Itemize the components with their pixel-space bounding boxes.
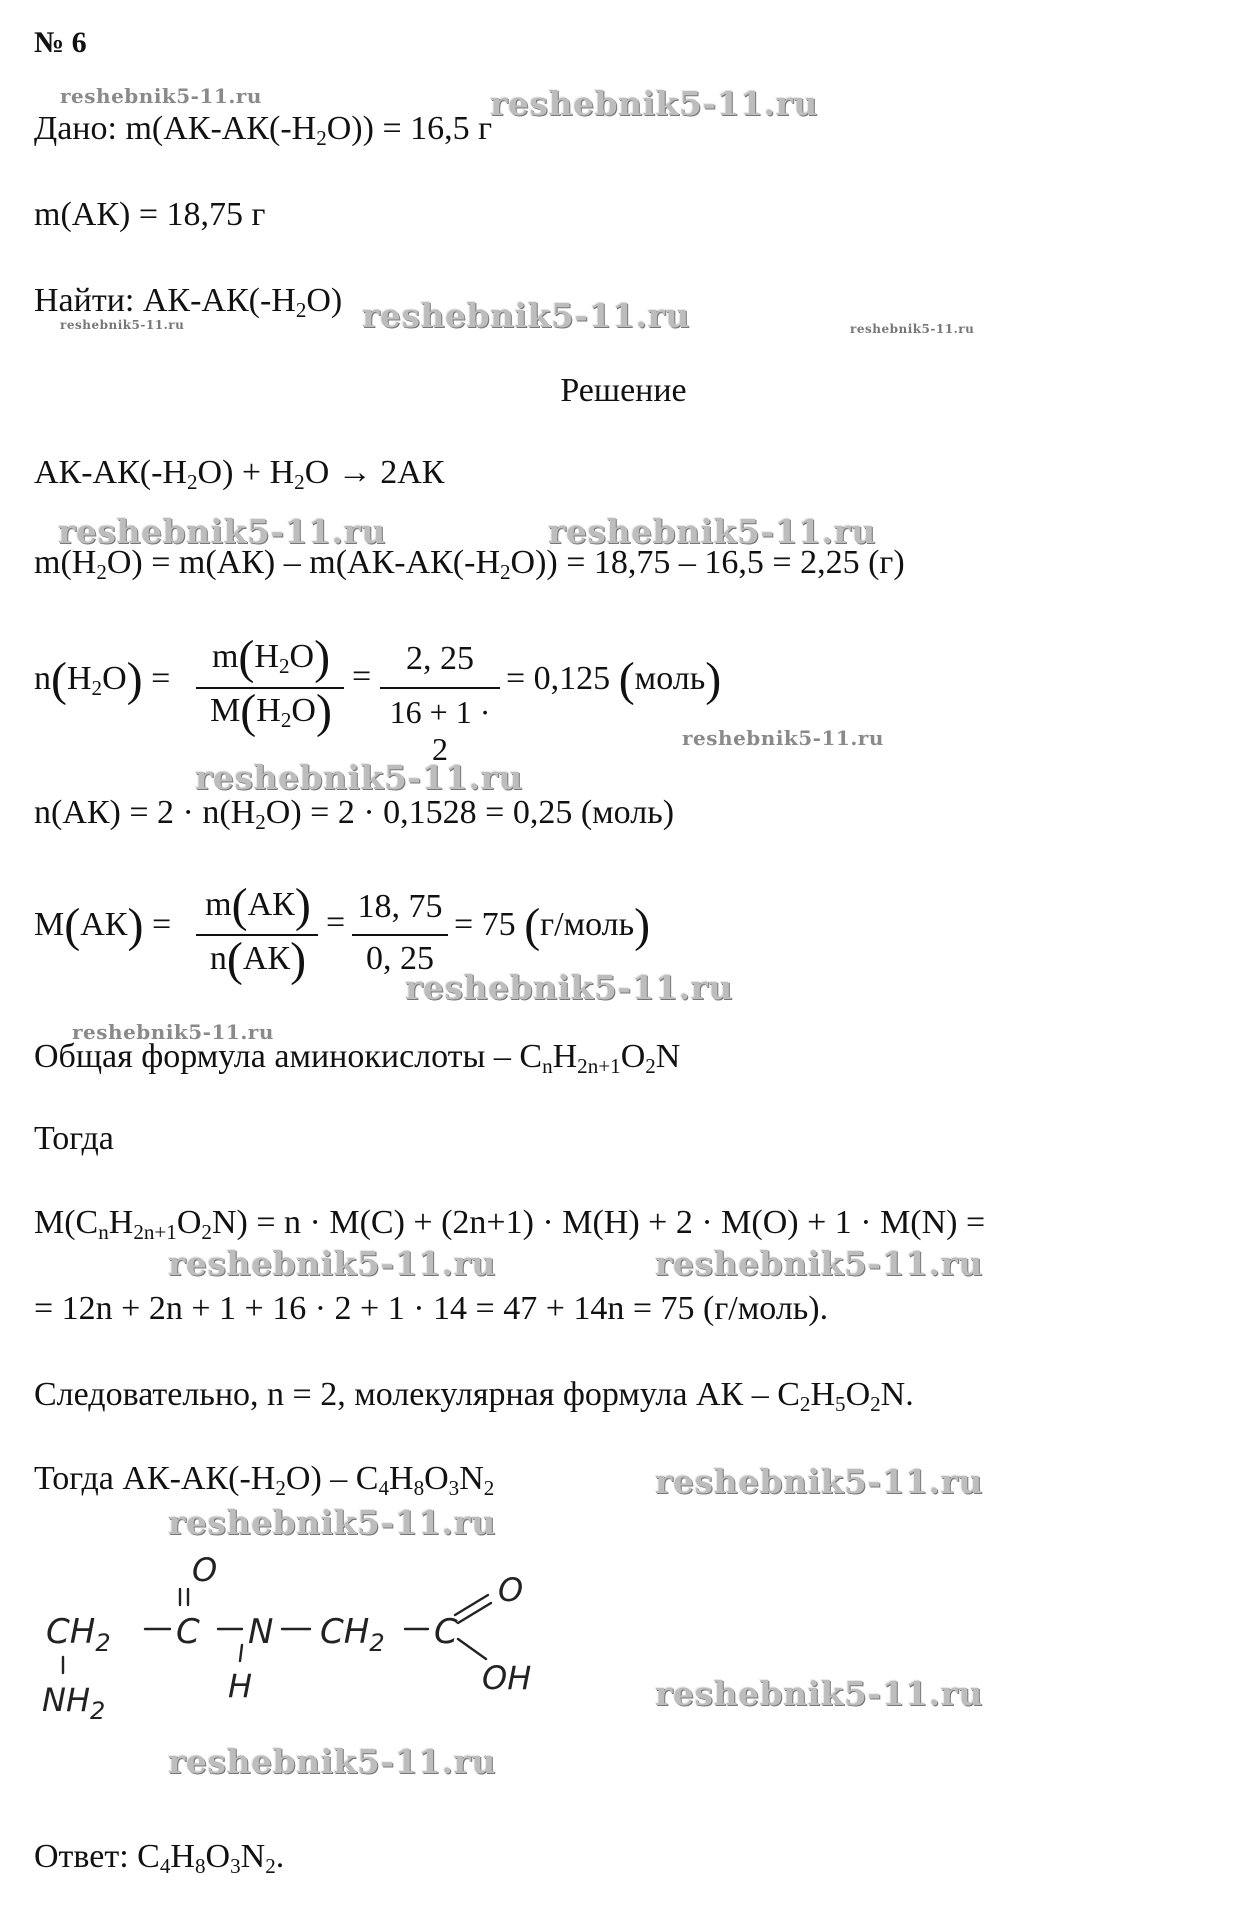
water-moles-numerator: $m(H_2O)$ (211, 631, 331, 684)
then-word: Тогда (34, 1120, 114, 1157)
molar-mass-lhs: M(АК) = (34, 899, 172, 952)
solution-heading: Решение (560, 372, 687, 409)
given-dipeptide-mass: Дано: $m(АК-АК(-H_2O)) = 16,5$ г (34, 110, 493, 150)
hydrolysis-reaction: $АК-АК(-H_2O) + H_2O \to 2АК$ (34, 454, 445, 494)
molar-mass-expression-continued: = 12n + 2n + 1 + 16 · 2 + 1 · 14 = 47 + 14n = 75 (г/моль). (34, 1290, 829, 1327)
watermark: reshebnik5-11.ru (168, 1742, 496, 1781)
watermark: reshebnik5-11.ru (548, 512, 876, 551)
watermark: reshebnik5-11.ru (195, 758, 523, 797)
water-moles-lhs: $n(H_2O)$ = (34, 653, 171, 706)
watermark: reshebnik5-11.ru (405, 968, 733, 1007)
watermark: reshebnik5-11.ru (655, 1462, 983, 1501)
watermark: reshebnik5-11.ru (72, 1020, 274, 1044)
molar-mass-numerator: m(АК) (205, 879, 311, 932)
molar-mass-denominator: n(АК) (209, 933, 307, 986)
problem-number: № 6 (34, 26, 87, 59)
structure-atom: C (434, 1612, 458, 1652)
watermark: reshebnik5-11.ru (58, 512, 386, 551)
amino-acid-moles: $n(АК) = 2 \cdot n(H_2O) = 2 \cdot 0,1528 = 0,25$ (моль) (34, 794, 675, 834)
equals-sign: = (326, 904, 346, 941)
watermark: reshebnik5-11.ru (490, 84, 818, 123)
structure-atom: H (228, 1667, 253, 1705)
watermark: reshebnik5-11.ru (362, 296, 690, 335)
structure-atom: $CH_2$ (320, 1612, 385, 1657)
molar-mass-expression: $M(C_nH_{2n+1}O_2N) = n \cdot M(C) + (2n+1) \cdot M(H) + 2 \cdot M(O) + 1 \cdot M(N)$ = (34, 1204, 986, 1244)
find-line: Найти: $АК-АК(-H_2O)$ (34, 282, 343, 322)
watermark: reshebnik5-11.ru (168, 1244, 496, 1283)
dipeptide-formula: Тогда $АК-АК(-H_2O) - C_4H_8O_3N_2$ (34, 1460, 495, 1500)
molar-mass-denominator-values: 0, 25 (366, 940, 434, 977)
structure-atom: C (176, 1612, 200, 1652)
structure-atom: $NH_2$ (42, 1681, 106, 1725)
molar-mass-result: = 75 (г/моль) (454, 899, 651, 952)
structure-atom: N (248, 1612, 274, 1652)
watermark: reshebnik5-11.ru (60, 84, 262, 108)
watermark: reshebnik5-11.ru (850, 322, 975, 336)
structure-atom: OH (482, 1659, 532, 1697)
molar-mass-numerator-values: 18, 75 (357, 888, 443, 925)
watermark: reshebnik5-11.ru (655, 1244, 983, 1283)
water-moles-denominator: $M(H_2O)$ (210, 685, 332, 738)
watermark: reshebnik5-11.ru (655, 1674, 983, 1713)
water-moles-numerator-values: 2, 25 (406, 640, 474, 677)
watermark: reshebnik5-11.ru (168, 1503, 496, 1542)
fraction-bar (380, 687, 500, 689)
water-mass-equation: $m(H_2O) = m(АК) - m(АК-АК(-H_2O)) = 18,75 - 16,5 = 2,25$ (г) (34, 544, 905, 584)
fraction-bar (352, 934, 448, 936)
equals-sign: = (352, 658, 372, 695)
water-moles-result: = 0,125 (моль) (506, 653, 722, 706)
structure-atom: O (192, 1551, 218, 1589)
answer-line: Ответ: $C_4H_8O_3N_2$. (34, 1838, 285, 1878)
structure-atom: O (498, 1571, 524, 1609)
conclusion-line: Следовательно, n = 2, молекулярная формула АК – $C_2H_5O_2N$. (34, 1376, 914, 1416)
dipeptide-structure-drawing (30, 1545, 550, 1745)
water-moles-denominator-values: 16 + 1 · 2 (389, 694, 491, 767)
watermark: reshebnik5-11.ru (682, 726, 884, 750)
given-amino-acid-mass: m(АК) = 18,75 г (34, 196, 266, 233)
structure-atom: $CH_2$ (46, 1612, 111, 1657)
watermark: reshebnik5-11.ru (60, 318, 185, 332)
general-formula: Общая формула аминокислоты – $C_nH_{2n+1}O_2N$ (34, 1038, 681, 1078)
